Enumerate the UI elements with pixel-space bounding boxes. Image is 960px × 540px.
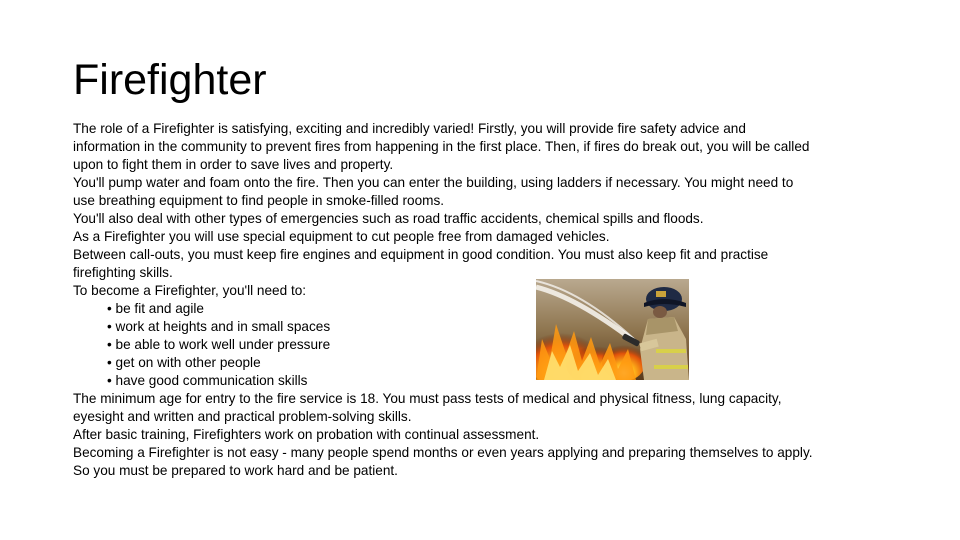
body-line: So you must be prepared to work hard and be patient. [73,463,398,478]
body-line: eyesight and written and practical problem-solving skills. [73,409,412,424]
body-line: To become a Firefighter, you'll need to: [73,283,307,298]
bullet-item: • be fit and agile [107,301,204,316]
bullet-item: • work at heights and in small spaces [107,319,331,334]
body-line: After basic training, Firefighters work on probation with continual assessment. [73,427,540,442]
firefighter-photo [536,279,689,380]
firefighter-photo-icon [536,279,689,380]
bullet-item: • have good communication skills [107,373,308,388]
body-line: You'll pump water and foam onto the fire. Then you can enter the building, using ladders if necessary. You might need to [73,175,794,190]
body-line: information in the community to prevent fires from happening in the first place. Then, if fires do break out, you will be called [73,139,810,154]
slide-title: Firefighter [73,56,267,104]
body-line: You'll also deal with other types of emergencies such as road traffic accidents, chemical spills and floods. [73,211,704,226]
body-line: Between call-outs, you must keep fire engines and equipment in good condition. You must also keep fit and practise [73,247,769,262]
body-line: As a Firefighter you will use special equipment to cut people free from damaged vehicles. [73,229,610,244]
body-line: use breathing equipment to find people in smoke-filled rooms. [73,193,445,208]
bullet-item: • be able to work well under pressure [107,337,331,352]
body-line: upon to fight them in order to save lives and property. [73,157,394,172]
body-line: Becoming a Firefighter is not easy - many people spend months or even years applying and preparing themselves to apply. [73,445,813,460]
body-line: The minimum age for entry to the fire service is 18. You must pass tests of medical and physical fitness, lung capacity, [73,391,782,406]
body-line: The role of a Firefighter is satisfying, exciting and incredibly varied! Firstly, you will provide fire safety advice and [73,121,746,136]
slide-body [73,120,903,480]
body-line: firefighting skills. [73,265,173,280]
bullet-item: • get on with other people [107,355,261,370]
